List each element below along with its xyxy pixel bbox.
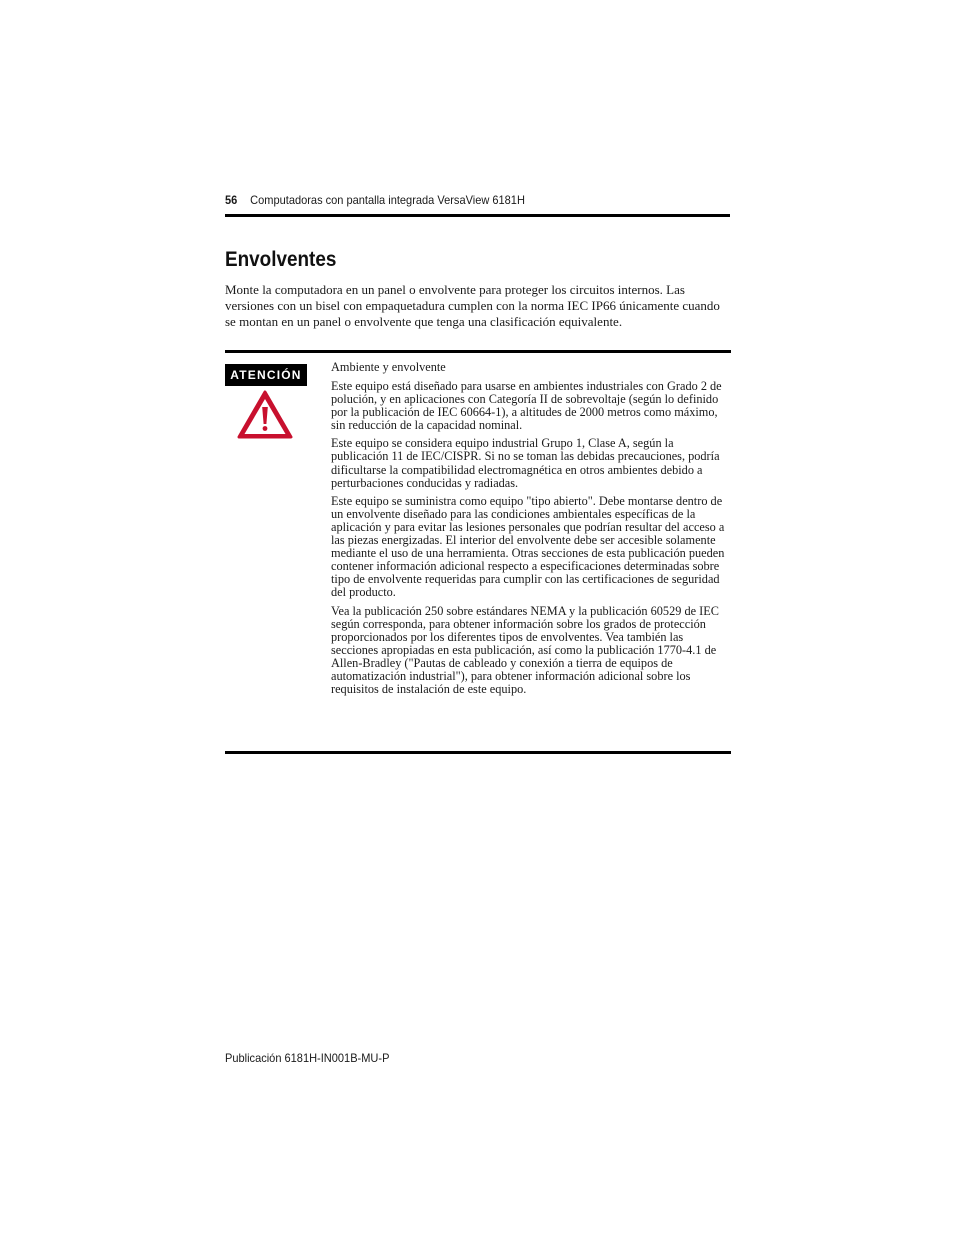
attention-paragraph-4: Vea la publicación 250 sobre estándares NEMA y la publicación 60529 de IEC según corresponda, para obtener información sobre los grados de protección proporcionados por los diferentes tipos de envolventes. Vea también las secciones apropiadas en esta publicación, así como la publicación 1770-4.1 de Allen-Bradley ("Pautas de cableado y conexión a tierra de equipos de automatización industrial"), para obtener información adicional sobre los requisitos de instalación de este equipo. [331, 603, 719, 697]
exclamation-dot [263, 426, 268, 431]
attention-box-bottom-rule [225, 751, 731, 754]
attention-paragraph-1: Este equipo está diseñado para usarse en ambientes industriales con Grado 2 de polución, y en aplicaciones con Categoría II de sobrevoltaje (según lo definido por la publicación de IEC 60664-1), a altitudes de 2000 metros como máximo, sin reducción de la capacidad nominal. [331, 379, 722, 433]
attention-paragraph-2: Este equipo se considera equipo industrial Grupo 1, Clase A, según la publicación 11 de IEC/CISPR. Si no se toman las debidas precauciones, podría dificultarse la compatibilidad electromagnética en otros ambientes debido a perturbaciones conducidas y radiadas. [331, 436, 720, 490]
attention-box-top-rule [225, 350, 731, 353]
attention-badge: ATENCIÓN [225, 364, 307, 386]
section-intro: Monte la computadora en un panel o envolvente para proteger los circuitos internos. Las versiones con un bisel con empaquetadura cumplen con la norma IEC IP66 únicamente cuando se montan en un panel o envolvente que tenga una clasificación equivalente. [225, 282, 720, 329]
warning-triangle-icon [237, 390, 293, 440]
attention-heading: Ambiente y envolvente [331, 360, 446, 374]
section-title: Envolventes [225, 248, 337, 271]
header-rule [225, 214, 730, 217]
attention-paragraph-3: Este equipo se suministra como equipo "tipo abierto". Debe montarse dentro de un envolvente diseñado para las condiciones ambientales específicas de la aplicación y para evitar las lesiones personales que podrían resultar del acceso a las piezas energizadas. El interior del envolvente debe ser accesible solamente mediante el uso de una herramienta. Otras secciones de esta publicación pueden contener información adicional respecto a especificaciones determinadas sobre tipo de envolvente requeridas para cumplir con las certificaciones de seguridad del producto. [331, 493, 725, 600]
publication-footer: Publicación 6181H-IN001B-MU-P [225, 1051, 390, 1065]
page-number: 56 [225, 193, 238, 207]
running-header [225, 192, 690, 208]
running-title: Computadoras con pantalla integrada VersaView 6181H [250, 193, 525, 207]
attention-content [331, 360, 730, 701]
